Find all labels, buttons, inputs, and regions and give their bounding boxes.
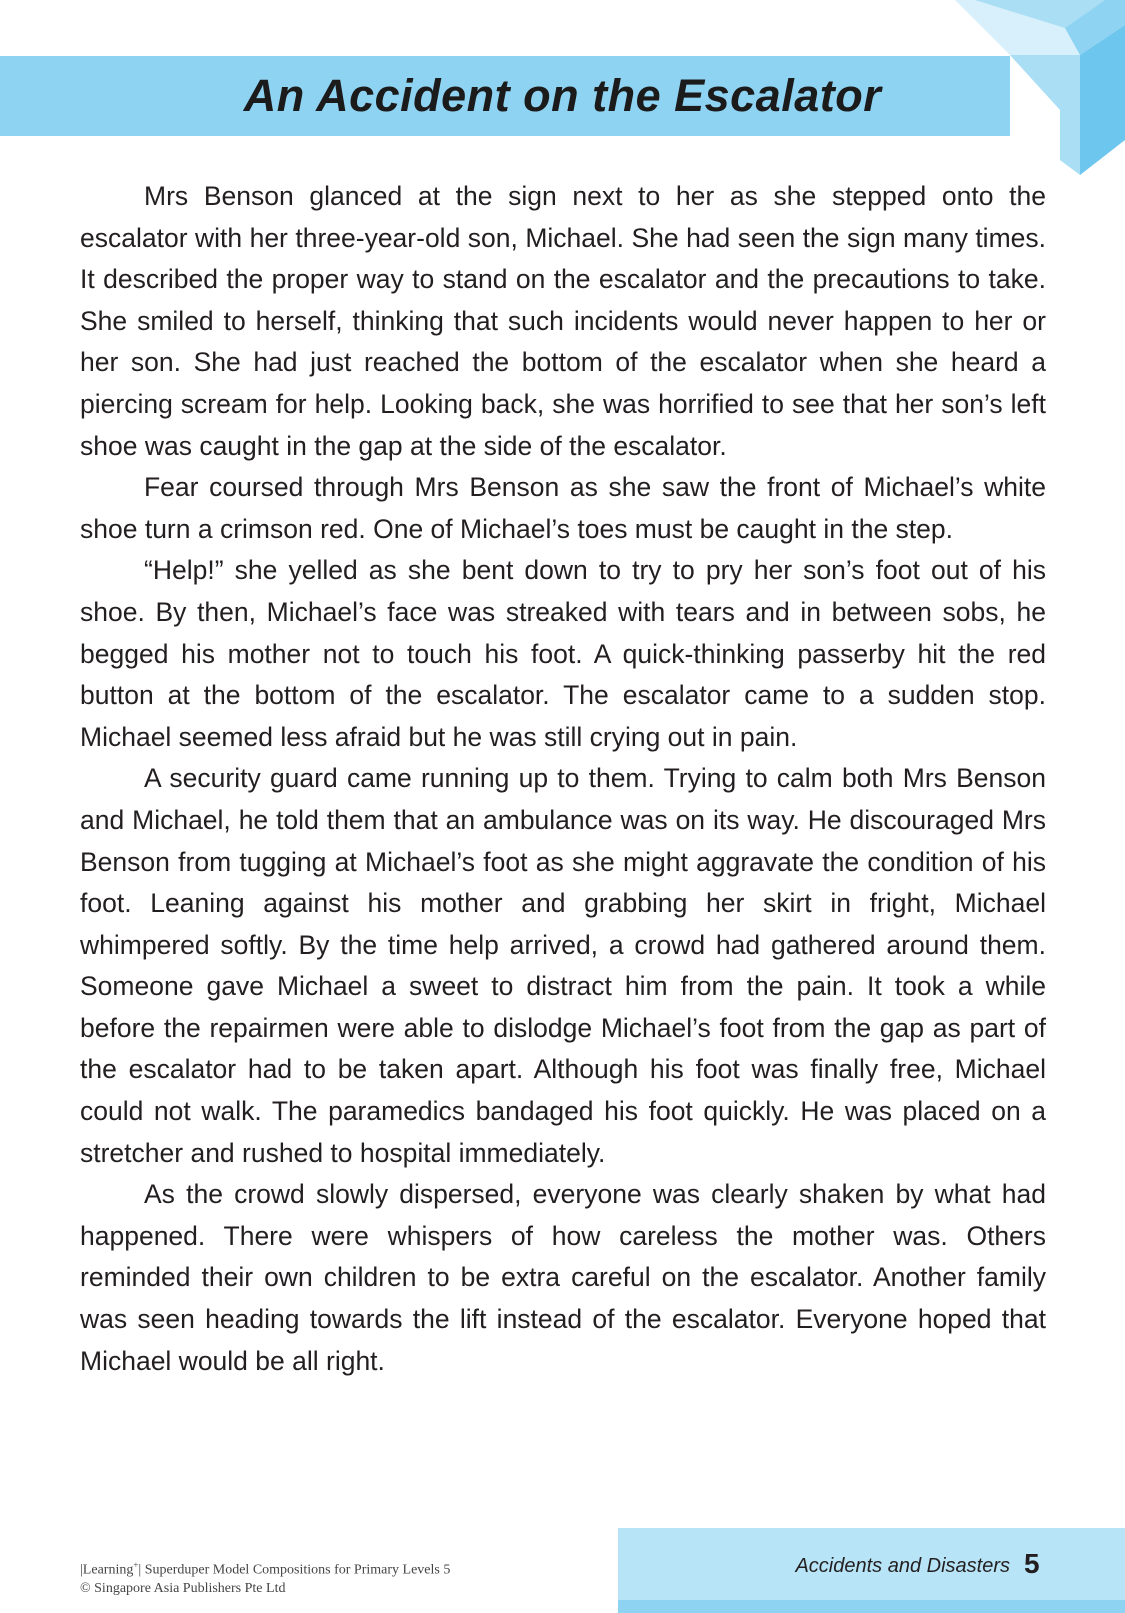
series-brand: |Learning (80, 1562, 134, 1578)
page-title: An Accident on the Escalator (243, 70, 882, 121)
page-number: 5 (1024, 1548, 1040, 1579)
series-brand-plus: + (133, 1560, 139, 1570)
story-paragraph: Mrs Benson glanced at the sign next to her as she stepped onto the escalator with her three-year-old son, Michael. She had seen the sign many times. It described the proper way to stand on the escalator and the precautions to take. She smiled to herself, thinking that such incidents would never happen to her or her son. She had just reached the bottom of the escalator when she heard a piercing scream for help. Looking back, she was horrified to see that her son’s left shoe was caught in the gap at the side of the escalator. (80, 181, 1046, 461)
story-paragraph: Fear coursed through Mrs Benson as she saw the front of Michael’s white shoe turn a crimson red. One of Michael’s toes must be caught in the step. (80, 472, 1046, 544)
copyright-line: © Singapore Asia Publishers Pte Ltd (80, 1580, 286, 1596)
story-body (80, 176, 1046, 1382)
story-paragraph: A security guard came running up to them. Trying to calm both Mrs Benson and Michael, he told them that an ambulance was on its way. He discouraged Mrs Benson from tugging at Michael’s foot as she might aggravate the condition of his foot. Leaning against his mother and grabbing her skirt in fright, Michael whimpered softly. By the time help arrived, a crowd had gathered around them. Someone gave Michael a sweet to distract him from the pain. It took a while before the repairmen were able to dislodge Michael’s foot from the gap as part of the escalator had to be taken apart. Although his foot was finally free, Michael could not walk. The paramedics bandaged his foot quickly. He was placed on a stretcher and rushed to hospital immediately. (80, 763, 1046, 1168)
story-paragraph: As the crowd slowly dispersed, everyone was clearly shaken by what had happened. There were whispers of how careless the mother was. Others reminded their own children to be extra careful on the escalator. Another family was seen heading towards the lift instead of the escalator. Everyone hoped that Michael would be all right. (80, 1179, 1046, 1376)
series-title: | Superduper Model Compositions for Primary Levels 5 (138, 1562, 451, 1578)
publisher-credit (80, 1556, 450, 1598)
series-line (80, 1556, 450, 1580)
section-label: Accidents and Disasters (795, 1555, 1010, 1577)
footer-band-strip (618, 1600, 1125, 1613)
story-paragraph: “Help!” she yelled as she bent down to try to pry her son’s foot out of his shoe. By then, Michael’s face was streaked with tears and in between sobs, he begged his mother not to touch his foot. A quick-thinking passerby hit the red button at the bottom of the escalator. The escalator came to a sudden stop. Michael seemed less afraid but he was still crying out in pain. (80, 555, 1046, 752)
